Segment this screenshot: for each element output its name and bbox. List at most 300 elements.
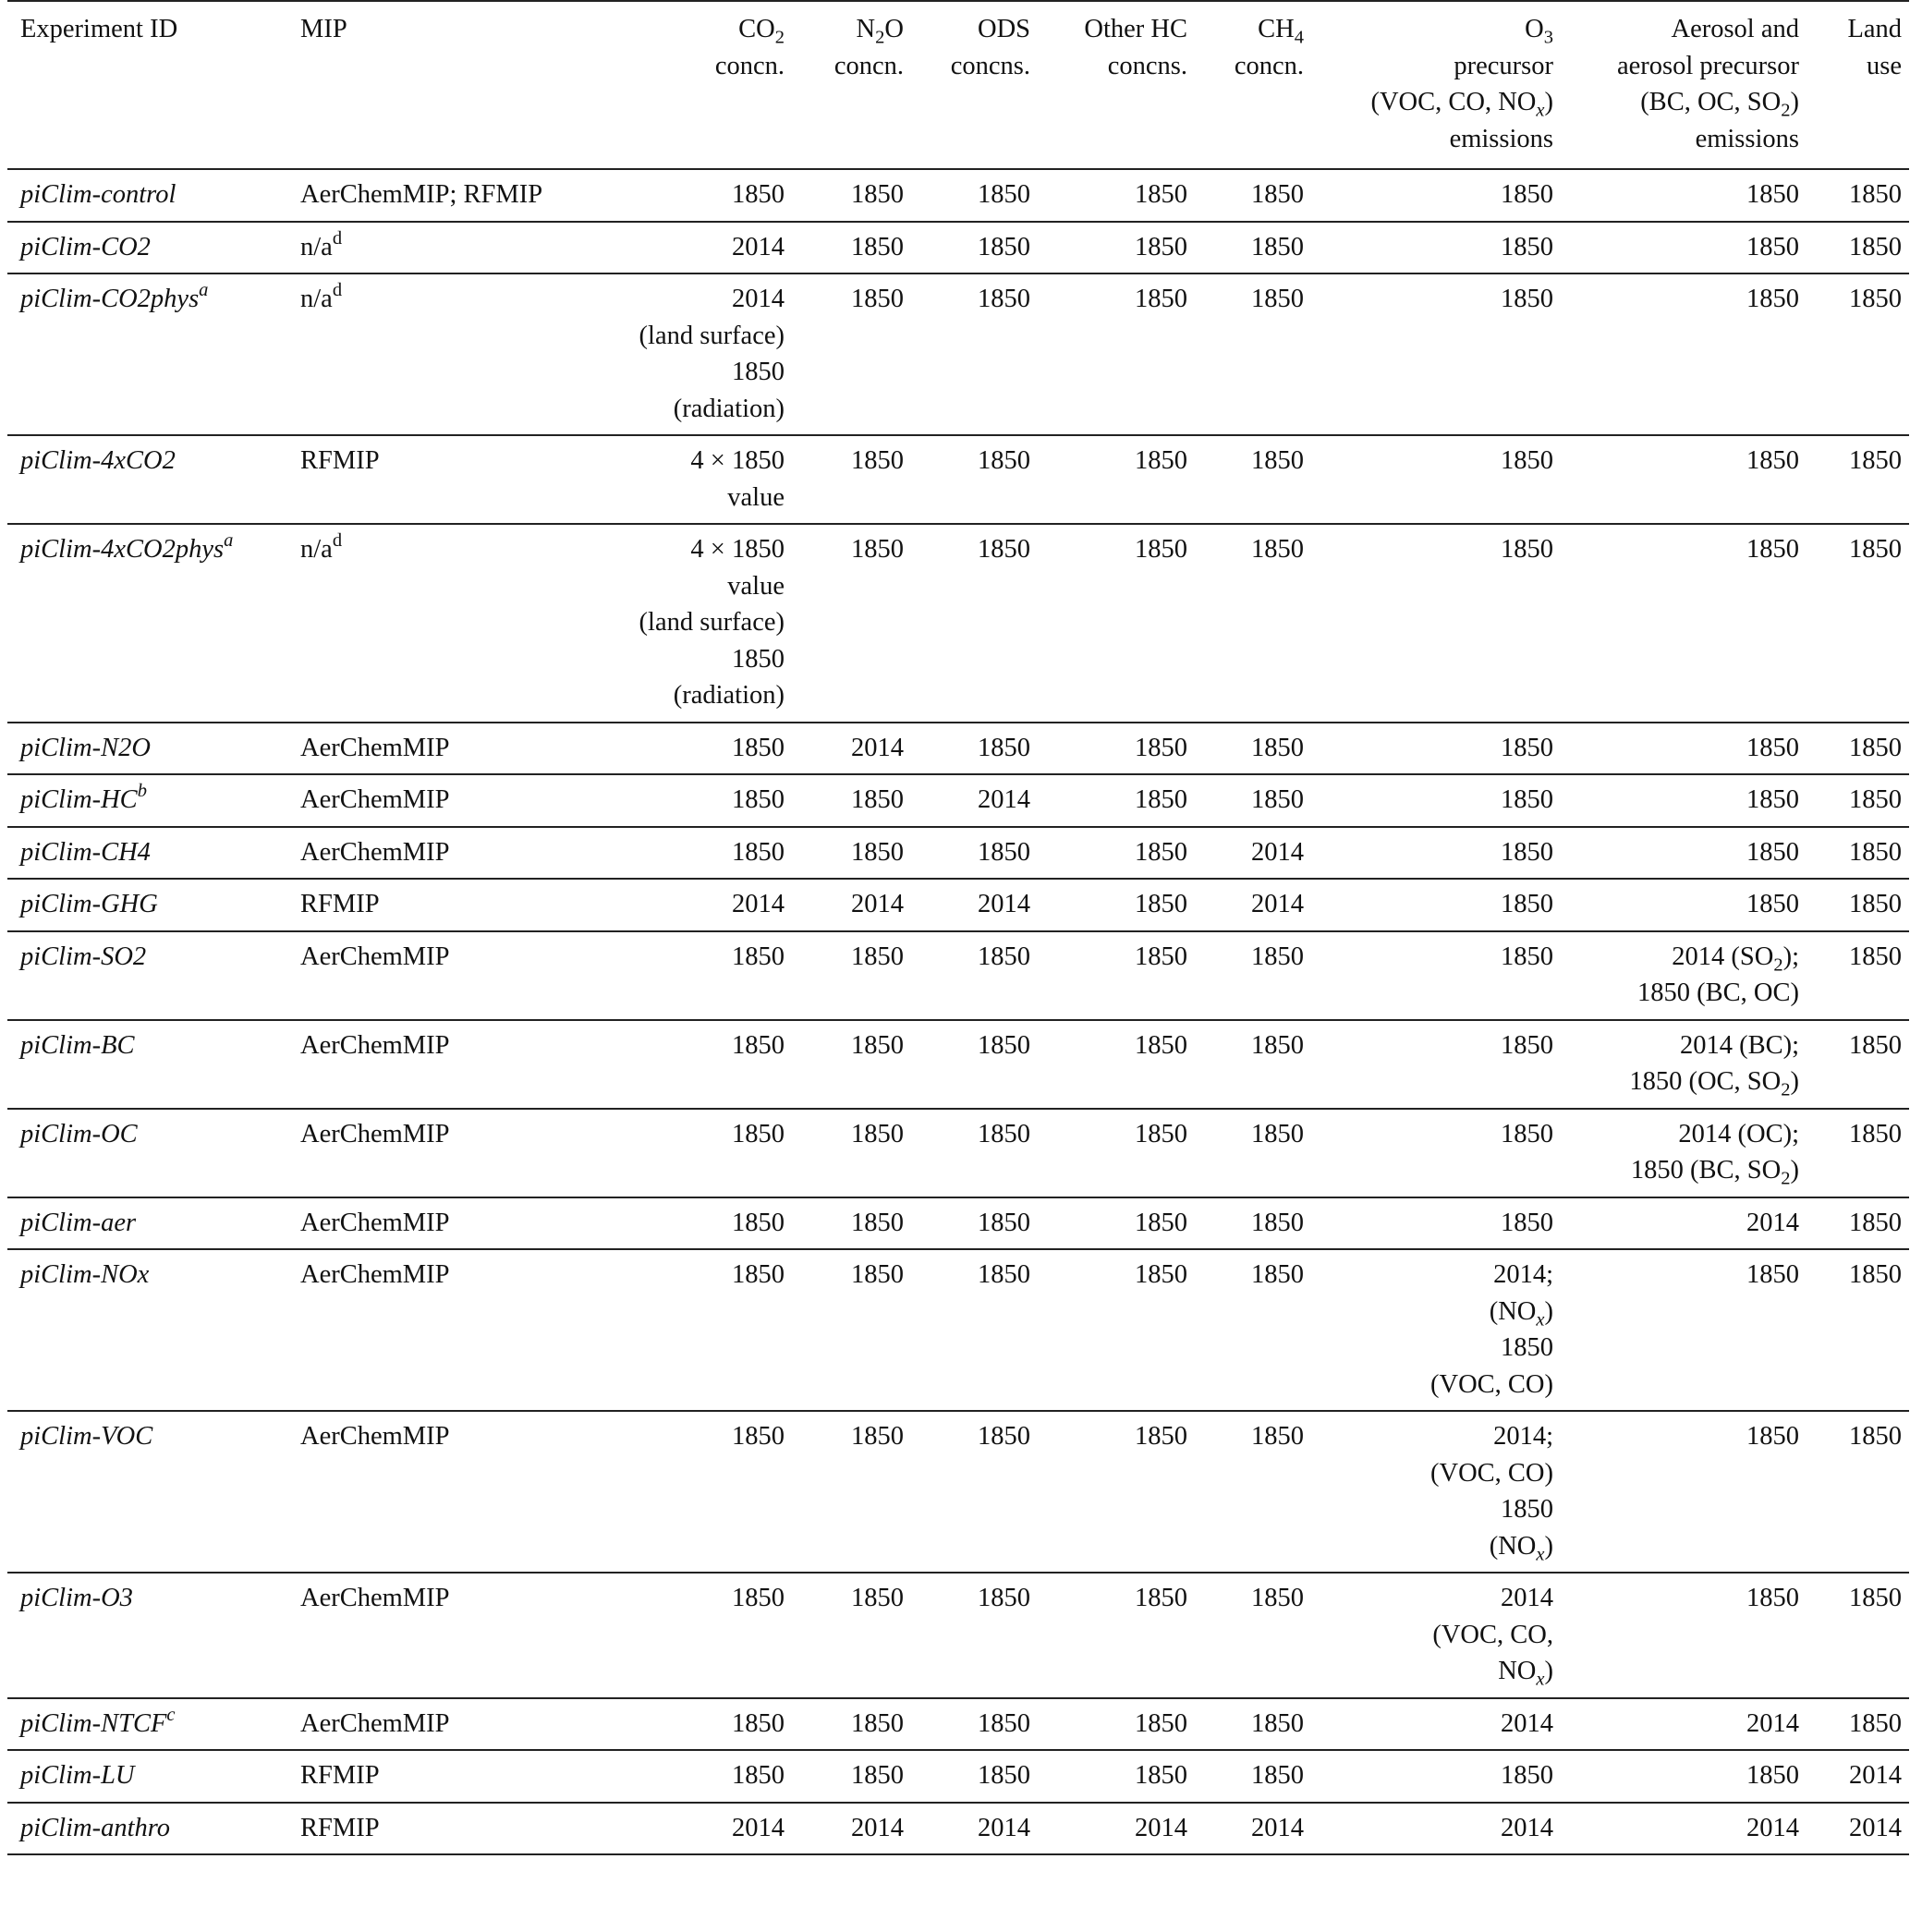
- mip-text: AerChemMIP: [300, 837, 450, 867]
- cell-other-hc: [1038, 1803, 1195, 1855]
- subscript: [1536, 1544, 1544, 1564]
- cell-value: 1850: [978, 1030, 1030, 1060]
- cell-experiment-id: [7, 435, 287, 524]
- table-body: [7, 169, 1909, 1854]
- cell-value: 1850: [851, 232, 904, 261]
- cell-text: (NO: [1489, 1296, 1537, 1326]
- cell-line: [1324, 1653, 1553, 1690]
- cell-value: 1850: [851, 1208, 904, 1237]
- cell-other-hc: [1038, 1109, 1195, 1197]
- cell-value: 1850: [851, 1260, 904, 1289]
- cell-experiment-id: [7, 1020, 287, 1109]
- cell-other-hc: [1038, 723, 1195, 775]
- cell-experiment-id: [7, 222, 287, 274]
- cell-experiment-id: [7, 723, 287, 775]
- cell-value: 1850: [1501, 285, 1553, 313]
- table-row: [7, 222, 1909, 274]
- cell-value: 1850: [1501, 446, 1553, 475]
- cell-value: 1850: [978, 837, 1030, 867]
- cell-co2: [598, 273, 792, 435]
- cell-n2o: [792, 879, 911, 931]
- experiment-id-text: piClim-CO2phys: [20, 285, 200, 313]
- mip-text: n/a: [300, 232, 333, 261]
- cell-value: 1850: [732, 733, 785, 762]
- cell-value: 1850: [978, 535, 1030, 564]
- cell-value: 1850: [1251, 1422, 1304, 1451]
- cell-line: value: [727, 482, 785, 512]
- cell-o3-precursor: [1311, 1573, 1561, 1698]
- cell-value: 1850: [1501, 180, 1553, 209]
- cell-value: 2014: [851, 1813, 904, 1842]
- cell-value: 1850: [1135, 232, 1187, 261]
- cell-land-use: [1807, 1197, 1909, 1250]
- cell-value: 1850: [1501, 1208, 1553, 1237]
- cell-text: (NO: [1489, 1531, 1537, 1561]
- header-o3-precursor: $O_3$ precursor (VOC, CO, $NO_x$) emissions: [1311, 1, 1561, 169]
- cell-line: 4 × 1850: [690, 446, 785, 475]
- cell-other-hc: [1038, 1750, 1195, 1803]
- cell-line: [1324, 1580, 1553, 1617]
- cell-value: 1850: [1251, 285, 1304, 313]
- table-row: [7, 1249, 1909, 1411]
- mip-text: RFMIP: [300, 446, 380, 475]
- cell-mip: [287, 435, 598, 524]
- cell-value: 2014: [732, 1813, 785, 1842]
- header-row: [7, 1, 1909, 169]
- cell-experiment-id: [7, 774, 287, 827]
- experiment-id-text: piClim-anthro: [20, 1813, 171, 1842]
- cell-mip: [287, 1750, 598, 1803]
- mip-text: AerChemMIP: [300, 733, 450, 762]
- cell-text: 2014 (BC);: [1679, 1030, 1799, 1060]
- cell-value: 1850: [1501, 942, 1553, 971]
- cell-text: (VOC, CO): [1430, 1458, 1553, 1488]
- cell-co2: [598, 1698, 792, 1751]
- footnote-mark: a: [199, 280, 209, 301]
- cell-land-use: [1807, 1109, 1909, 1197]
- cell-value: 1850: [851, 535, 904, 564]
- cell-value: 2014: [1501, 1813, 1553, 1842]
- cell-experiment-id: [7, 273, 287, 435]
- cell-land-use: [1807, 723, 1909, 775]
- cell-line: [1324, 1528, 1553, 1565]
- cell-value: 1850: [1746, 1584, 1799, 1612]
- cell-o3-precursor: [1311, 524, 1561, 723]
- cell-other-hc: [1038, 1197, 1195, 1250]
- cell-value: 1850: [1135, 1761, 1187, 1790]
- cell-value: 1850: [732, 1708, 785, 1738]
- cell-other-hc: [1038, 1698, 1195, 1751]
- header-experiment-id: Experiment ID: [7, 1, 287, 169]
- cell-value: 1850: [1251, 1761, 1304, 1790]
- cell-value: 1850: [978, 1761, 1030, 1790]
- subscript: [1536, 1309, 1544, 1330]
- cell-value: 1850: [978, 1708, 1030, 1738]
- cell-value: 1850: [851, 446, 904, 475]
- cell-line: [1324, 1455, 1553, 1492]
- cell-n2o: [792, 435, 911, 524]
- cell-experiment-id: [7, 524, 287, 723]
- cell-line: [1574, 939, 1799, 976]
- header-mip: MIP: [287, 1, 598, 169]
- cell-ods: [911, 827, 1038, 880]
- mip-text: RFMIP: [300, 1813, 380, 1842]
- mip-text: AerChemMIP; RFMIP: [300, 180, 543, 209]
- cell-value: 1850: [1746, 890, 1799, 918]
- cell-n2o: [792, 1411, 911, 1573]
- cell-ch4: [1195, 723, 1311, 775]
- cell-n2o: [792, 931, 911, 1020]
- cell-value: 1850: [1135, 942, 1187, 971]
- cell-value: 1850: [1135, 1260, 1187, 1289]
- experiment-id-text: piClim-BC: [20, 1030, 135, 1060]
- cell-line: [1574, 1152, 1799, 1189]
- footnote-mark: a: [224, 530, 234, 552]
- cell-value: 1850: [1746, 1761, 1799, 1790]
- cell-aerosol-precursor: [1561, 723, 1807, 775]
- cell-ch4: [1195, 222, 1311, 274]
- header-co2: $CO_2$ concn.: [598, 1, 792, 169]
- cell-other-hc: [1038, 774, 1195, 827]
- cell-value: 1850: [851, 942, 904, 971]
- cell-co2: [598, 169, 792, 222]
- cell-co2: [598, 1750, 792, 1803]
- cell-line: [1574, 1116, 1799, 1153]
- cell-land-use: [1807, 1698, 1909, 1751]
- mip-text: AerChemMIP: [300, 785, 450, 814]
- cell-value: 1850: [978, 942, 1030, 971]
- cell-land-use: [1807, 1573, 1909, 1698]
- cell-experiment-id: [7, 879, 287, 931]
- cell-ods: [911, 1197, 1038, 1250]
- experiment-id-text: piClim-SO2: [20, 942, 147, 971]
- footnote-mark: d: [332, 530, 343, 552]
- cell-co2: [598, 723, 792, 775]
- cell-value: 1850: [1135, 446, 1187, 475]
- cell-value: 1850: [851, 837, 904, 867]
- cell-value: 1850: [1501, 837, 1553, 867]
- cell-value: 1850: [1251, 1708, 1304, 1738]
- cell-line: (land surface): [639, 608, 785, 637]
- cell-o3-precursor: [1311, 774, 1561, 827]
- cell-line: [1324, 1491, 1553, 1528]
- cell-co2: [598, 1020, 792, 1109]
- cell-aerosol-precursor: [1561, 169, 1807, 222]
- cell-text: NO: [1498, 1657, 1537, 1685]
- subscript-italic: x: [1536, 1309, 1545, 1331]
- cell-co2: [598, 1411, 792, 1573]
- cell-value: 1850: [1746, 446, 1799, 475]
- cell-mip: [287, 827, 598, 880]
- cell-value: 1850: [978, 1422, 1030, 1451]
- cell-value: 1850: [732, 1119, 785, 1148]
- cell-ods: [911, 1750, 1038, 1803]
- cell-text: ): [1790, 1156, 1799, 1185]
- cell-n2o: [792, 1109, 911, 1197]
- cell-line: (land surface): [639, 321, 785, 350]
- cell-land-use: [1807, 1249, 1909, 1411]
- cell-n2o: [792, 273, 911, 435]
- cell-ods: [911, 524, 1038, 723]
- cell-experiment-id: [7, 1573, 287, 1698]
- mip-text: AerChemMIP: [300, 1208, 450, 1237]
- cell-land-use: [1807, 1750, 1909, 1803]
- cell-n2o: [792, 774, 911, 827]
- cell-o3-precursor: [1311, 1109, 1561, 1197]
- cell-experiment-id: [7, 827, 287, 880]
- cell-value: 1850: [1501, 890, 1553, 918]
- cell-other-hc: [1038, 273, 1195, 435]
- cell-aerosol-precursor: [1561, 222, 1807, 274]
- cell-value: 1850: [1501, 785, 1553, 814]
- cell-value: 1850: [1746, 535, 1799, 564]
- cell-text: 1850: [1501, 1333, 1553, 1362]
- cell-ch4: [1195, 1249, 1311, 1411]
- cell-mip: [287, 1197, 598, 1250]
- cell-land-use: [1807, 1411, 1909, 1573]
- cell-ch4: [1195, 169, 1311, 222]
- cell-n2o: [792, 1698, 911, 1751]
- cell-value: 2014: [851, 890, 904, 918]
- cell-value: 1850: [851, 1761, 904, 1790]
- cell-ch4: [1195, 1109, 1311, 1197]
- cell-n2o: [792, 1803, 911, 1855]
- cell-co2: [598, 1573, 792, 1698]
- cell-value: 1850: [978, 1260, 1030, 1289]
- cell-value: 1850: [1135, 1708, 1187, 1738]
- cell-other-hc: [1038, 524, 1195, 723]
- mip-text: AerChemMIP: [300, 942, 450, 971]
- cell-o3-precursor: [1311, 723, 1561, 775]
- cell-n2o: [792, 1249, 911, 1411]
- cell-value: 1850: [978, 180, 1030, 209]
- experiment-id-text: piClim-CO2: [20, 232, 151, 261]
- table-row: [7, 1411, 1909, 1573]
- cell-aerosol-precursor: [1561, 435, 1807, 524]
- cell-line: (radiation): [673, 394, 785, 423]
- cell-ch4: [1195, 1020, 1311, 1109]
- table-row: [7, 1020, 1909, 1109]
- cell-other-hc: [1038, 1020, 1195, 1109]
- cell-co2: [598, 1249, 792, 1411]
- cell-line: [1324, 1367, 1553, 1403]
- experiment-id-text: piClim-LU: [20, 1761, 135, 1790]
- cell-text: 2014: [1501, 1584, 1553, 1612]
- table-row: [7, 1197, 1909, 1250]
- cell-value: 1850: [1849, 1030, 1902, 1060]
- cell-ods: [911, 723, 1038, 775]
- cell-ods: [911, 1249, 1038, 1411]
- cell-n2o: [792, 1573, 911, 1698]
- cell-value: 1850: [1251, 942, 1304, 971]
- cell-value: 1850: [732, 837, 785, 867]
- cell-line: [1324, 1330, 1553, 1367]
- table-row: [7, 435, 1909, 524]
- cell-land-use: [1807, 273, 1909, 435]
- cell-value: 1850: [1251, 733, 1304, 762]
- header-ch4: $CH_4$ concn.: [1195, 1, 1311, 169]
- cell-value: 1850: [1251, 180, 1304, 209]
- cell-value: 1850: [1135, 1030, 1187, 1060]
- cell-other-hc: [1038, 879, 1195, 931]
- cell-value: 1850: [732, 1422, 785, 1451]
- cell-line: [1324, 1617, 1553, 1654]
- cell-line: [1324, 1294, 1553, 1331]
- cell-other-hc: [1038, 1249, 1195, 1411]
- mip-text: AerChemMIP: [300, 1422, 450, 1451]
- cell-ch4: [1195, 1803, 1311, 1855]
- cell-aerosol-precursor: [1561, 1750, 1807, 1803]
- cell-o3-precursor: [1311, 1249, 1561, 1411]
- cell-text: ): [1544, 1531, 1553, 1561]
- cell-value: 1850: [1501, 733, 1553, 762]
- cell-value: 1850: [1251, 446, 1304, 475]
- subscript: 2: [1781, 1079, 1791, 1100]
- table-row: [7, 1750, 1909, 1803]
- cell-experiment-id: [7, 1698, 287, 1751]
- cell-value: 1850: [978, 1119, 1030, 1148]
- cell-value: 1850: [1849, 1584, 1902, 1612]
- cell-mip: [287, 1109, 598, 1197]
- cell-mip: [287, 524, 598, 723]
- cell-value: 1850: [978, 232, 1030, 261]
- subscript: [1536, 1670, 1544, 1690]
- cell-other-hc: [1038, 1573, 1195, 1698]
- cell-n2o: [792, 1197, 911, 1250]
- cell-aerosol-precursor: [1561, 774, 1807, 827]
- cell-value: 1850: [1746, 733, 1799, 762]
- cell-line: 1850: [732, 644, 785, 674]
- cell-text: 2014 (SO: [1672, 942, 1774, 971]
- cell-value: 1850: [732, 1584, 785, 1612]
- cell-co2: [598, 524, 792, 723]
- header-other-hc: Other HC concns.: [1038, 1, 1195, 169]
- cell-value: 1850: [1135, 1422, 1187, 1451]
- cell-value: 1850: [1251, 232, 1304, 261]
- cell-value: 1850: [1501, 1030, 1553, 1060]
- cell-value: 1850: [1251, 785, 1304, 814]
- cell-co2: [598, 931, 792, 1020]
- cell-text: 2014;: [1493, 1422, 1553, 1451]
- cell-text: (VOC, CO,: [1432, 1620, 1553, 1649]
- cell-o3-precursor: [1311, 1698, 1561, 1751]
- mip-text: n/a: [300, 535, 333, 564]
- mip-text: AerChemMIP: [300, 1708, 450, 1738]
- cell-o3-precursor: [1311, 827, 1561, 880]
- cell-n2o: [792, 524, 911, 723]
- cell-value: 1850: [1135, 180, 1187, 209]
- cell-value: 2014: [851, 733, 904, 762]
- cell-value: 1850: [1251, 535, 1304, 564]
- cell-value: 1850: [978, 1584, 1030, 1612]
- table-row: [7, 1803, 1909, 1855]
- cell-value: 1850: [732, 942, 785, 971]
- cell-aerosol-precursor: [1561, 273, 1807, 435]
- table-row: [7, 1698, 1909, 1751]
- cell-value: 1850: [1746, 232, 1799, 261]
- cell-ch4: [1195, 1197, 1311, 1250]
- cell-o3-precursor: [1311, 1411, 1561, 1573]
- table-row: [7, 273, 1909, 435]
- table-row: [7, 931, 1909, 1020]
- cell-mip: [287, 1803, 598, 1855]
- footnote-mark: b: [137, 781, 147, 802]
- experiment-id-text: piClim-4xCO2phys: [20, 535, 225, 564]
- experiment-id-text: piClim-CH4: [20, 837, 151, 867]
- mip-text: RFMIP: [300, 1761, 380, 1790]
- cell-land-use: [1807, 435, 1909, 524]
- cell-co2: [598, 1197, 792, 1250]
- cell-o3-precursor: [1311, 1750, 1561, 1803]
- cell-value: 1850: [1849, 785, 1902, 814]
- cell-value: 2014: [978, 1813, 1030, 1842]
- experiment-id-text: piClim-HC: [20, 785, 138, 814]
- cell-aerosol-precursor: [1561, 1249, 1807, 1411]
- cell-value: 1850: [1135, 285, 1187, 313]
- subscript: 2: [1781, 1168, 1791, 1189]
- cell-value: 2014: [1849, 1761, 1902, 1790]
- cell-mip: [287, 273, 598, 435]
- cell-n2o: [792, 827, 911, 880]
- experiment-table: [7, 0, 1909, 1855]
- cell-value: 1850: [1746, 785, 1799, 814]
- cell-experiment-id: [7, 1197, 287, 1250]
- cell-text: ): [1544, 1657, 1553, 1685]
- cell-mip: [287, 1698, 598, 1751]
- cell-value: 1850: [978, 446, 1030, 475]
- cell-value: 1850: [1135, 890, 1187, 918]
- cell-value: 2014: [1746, 1208, 1799, 1237]
- cell-value: 1850: [1746, 285, 1799, 313]
- cell-n2o: [792, 1750, 911, 1803]
- cell-value: 1850: [1849, 180, 1902, 209]
- cell-ods: [911, 879, 1038, 931]
- cell-line: 4 × 1850: [690, 535, 785, 564]
- cell-mip: [287, 774, 598, 827]
- cell-line: [1324, 1418, 1553, 1455]
- cell-value: 1850: [1746, 180, 1799, 209]
- cell-value: 1850: [1849, 890, 1902, 918]
- cell-line: value: [727, 571, 785, 601]
- cell-value: 1850: [851, 1708, 904, 1738]
- cell-value: 1850: [1849, 446, 1902, 475]
- cell-line: [1574, 1027, 1799, 1064]
- cell-ch4: [1195, 827, 1311, 880]
- cell-mip: [287, 169, 598, 222]
- cell-n2o: [792, 723, 911, 775]
- cell-value: 1850: [1849, 232, 1902, 261]
- cell-value: 1850: [1135, 1584, 1187, 1612]
- cell-mip: [287, 1573, 598, 1698]
- cell-value: 1850: [978, 285, 1030, 313]
- cell-value: 2014: [1746, 1708, 1799, 1738]
- cell-value: 1850: [851, 1422, 904, 1451]
- cell-ch4: [1195, 1573, 1311, 1698]
- cell-value: 1850: [978, 733, 1030, 762]
- experiment-id-text: piClim-aer: [20, 1208, 137, 1237]
- header-n2o: $N_2O$ concn.: [792, 1, 911, 169]
- mip-text: RFMIP: [300, 890, 380, 918]
- mip-text: AerChemMIP: [300, 1030, 450, 1060]
- cell-mip: [287, 1249, 598, 1411]
- cell-value: 2014: [978, 890, 1030, 918]
- cell-text: ): [1544, 1296, 1553, 1326]
- cell-o3-precursor: [1311, 222, 1561, 274]
- cell-line: 1850: [732, 358, 785, 386]
- table-row: [7, 827, 1909, 880]
- cell-text: 2014;: [1493, 1260, 1553, 1289]
- cell-value: 1850: [978, 1208, 1030, 1237]
